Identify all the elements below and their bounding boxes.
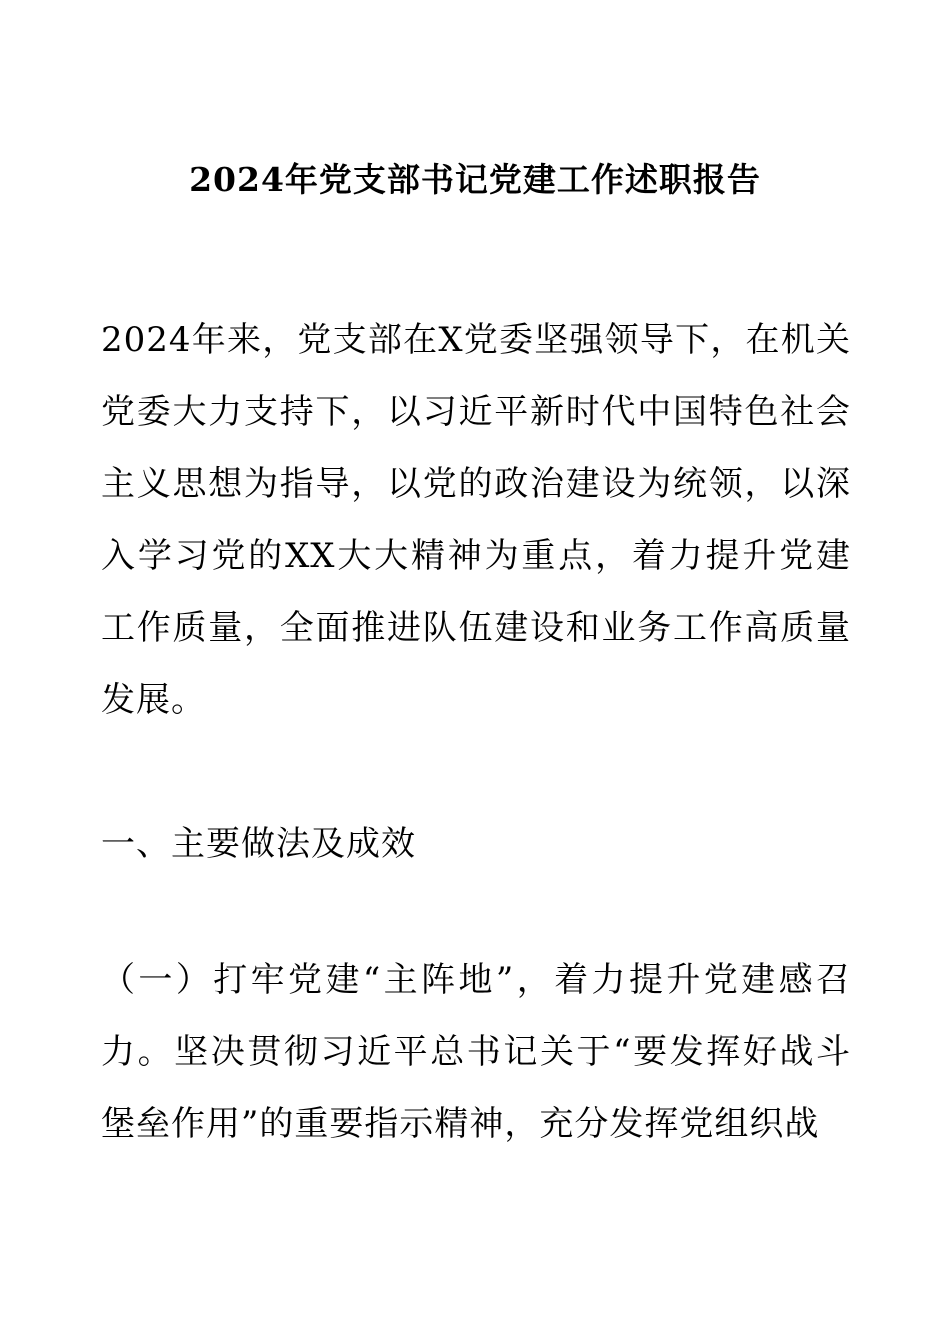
intro-paragraph: 2024年来，党支部在X党委坚强领导下，在机关党委大力支持下，以习近平新时代中国特色社会主义思想为指导，以党的政治建设为统领，以深入学习党的XX大大精神为重点，着力提升党建工作质量，全面推进队伍建设和业务工作高质量发展。 — [101, 320, 851, 720]
subsection-paragraph: （一）打牢党建“主阵地”，着力提升党建感召力。坚决贯彻习近平总书记关于“要发挥好战斗堡垒作用”的重要指示精神，充分发挥党组织战 — [101, 960, 851, 1144]
section-heading: 一、主要做法及成效 — [101, 824, 416, 864]
document-title: 2024年党支部书记党建工作述职报告 — [189, 160, 761, 199]
